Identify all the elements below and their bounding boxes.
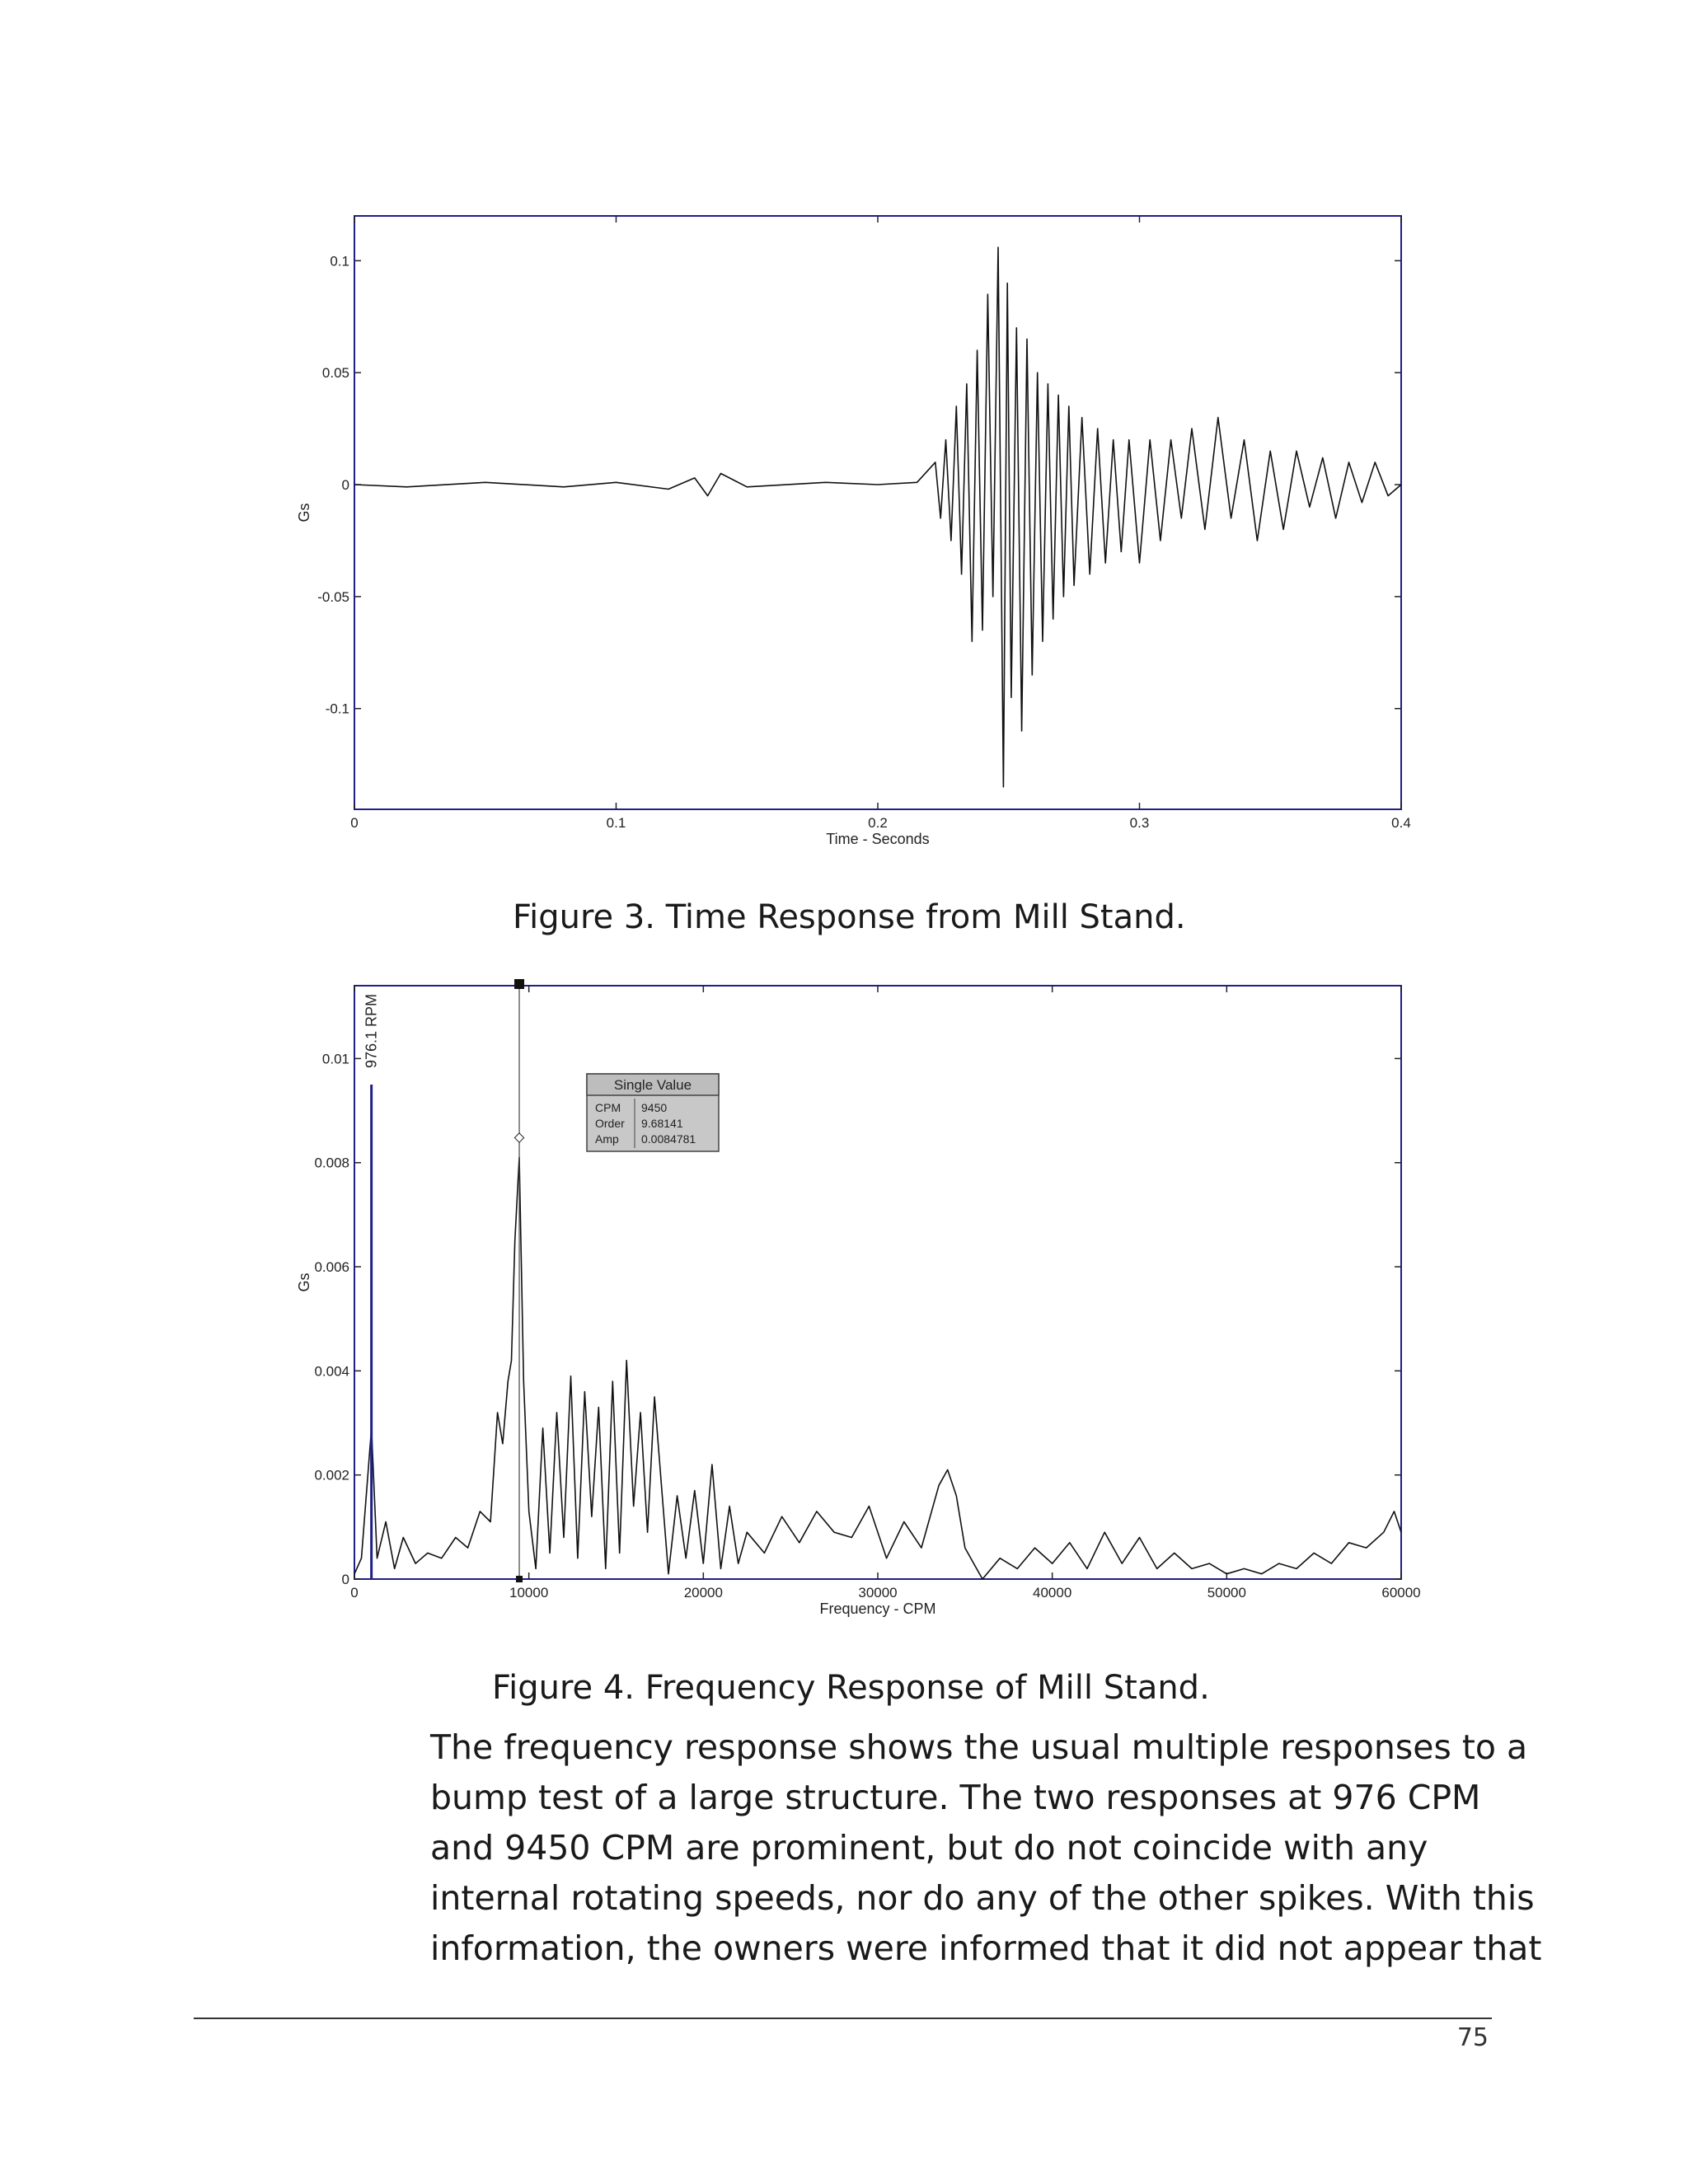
frequency-response-chart (272, 964, 1442, 1627)
x-tick-label: 0.2 (868, 815, 888, 831)
tooltip-row-label: Amp (595, 1132, 619, 1146)
body-paragraph (430, 1722, 1542, 1974)
x-axis-label: Frequency - CPM (819, 1601, 936, 1617)
y-tick-label: 0.008 (314, 1155, 349, 1171)
page-number: 75 (1456, 2023, 1489, 2052)
tooltip-row-value: 0.0084781 (641, 1132, 696, 1146)
cursor-handle (514, 979, 524, 989)
x-tick-label: 0.3 (1129, 815, 1150, 831)
tooltip-title: Single Value (613, 1077, 692, 1093)
y-tick-label: 0.002 (314, 1467, 349, 1483)
y-axis-label: Gs (296, 503, 312, 523)
y-tick-label: 0.1 (330, 253, 349, 269)
y-tick-label: 0.05 (321, 365, 349, 382)
y-axis-label: Gs (296, 1272, 312, 1292)
y-tick-label: 0 (341, 477, 349, 494)
footer-rule (194, 2018, 1492, 2019)
y-tick-label: 0.006 (314, 1259, 349, 1276)
x-tick-label: 40000 (1033, 1585, 1072, 1601)
series-line (354, 1157, 1401, 1579)
y-tick-label: 0.01 (321, 1051, 349, 1067)
x-tick-label: 0 (350, 1585, 359, 1601)
x-axis-label: Time - Seconds (826, 831, 930, 847)
x-tick-label: 20000 (683, 1585, 723, 1601)
y-tick-label: 0 (341, 1572, 349, 1587)
x-tick-label: 10000 (509, 1585, 549, 1601)
body-line: internal rotating speeds, nor do any of the other spikes. With this (430, 1878, 1535, 1918)
body-line: and 9450 CPM are prominent, but do not coincide with any (430, 1828, 1428, 1868)
body-line: bump test of a large structure. The two responses at 976 CPM (430, 1778, 1481, 1817)
plot-frame (354, 986, 1401, 1579)
x-tick-label: 30000 (858, 1585, 898, 1601)
figure-3-caption: Figure 3. Time Response from Mill Stand. (513, 898, 1186, 936)
plot-frame (354, 216, 1401, 809)
x-tick-label: 0.1 (606, 815, 626, 831)
rpm-marker-label: 976.1 RPM (363, 993, 380, 1069)
time-response-chart (272, 198, 1442, 860)
x-tick-label: 0 (350, 815, 359, 831)
tooltip-row-value: 9450 (641, 1101, 668, 1114)
y-tick-label: -0.05 (317, 588, 349, 605)
tooltip-row-value: 9.68141 (641, 1117, 683, 1130)
body-line: The frequency response shows the usual multiple responses to a (430, 1727, 1528, 1767)
figure-4-caption: Figure 4. Frequency Response of Mill Stand. (492, 1669, 1210, 1707)
series-line (354, 247, 1401, 787)
body-line: information, the owners were informed that it did not appear that (430, 1929, 1542, 1968)
y-tick-label: -0.1 (325, 701, 349, 717)
time-response-chart-svg (272, 198, 1442, 857)
cursor-point (514, 1133, 523, 1142)
frequency-response-chart-svg (272, 964, 1442, 1624)
x-tick-label: 60000 (1381, 1585, 1421, 1601)
tooltip-row-label: Order (595, 1117, 625, 1130)
y-tick-label: 0.004 (314, 1363, 349, 1380)
x-tick-label: 50000 (1207, 1585, 1246, 1601)
tooltip-row-label: CPM (595, 1101, 621, 1114)
x-tick-label: 0.4 (1391, 815, 1411, 831)
cursor-base (516, 1576, 523, 1582)
